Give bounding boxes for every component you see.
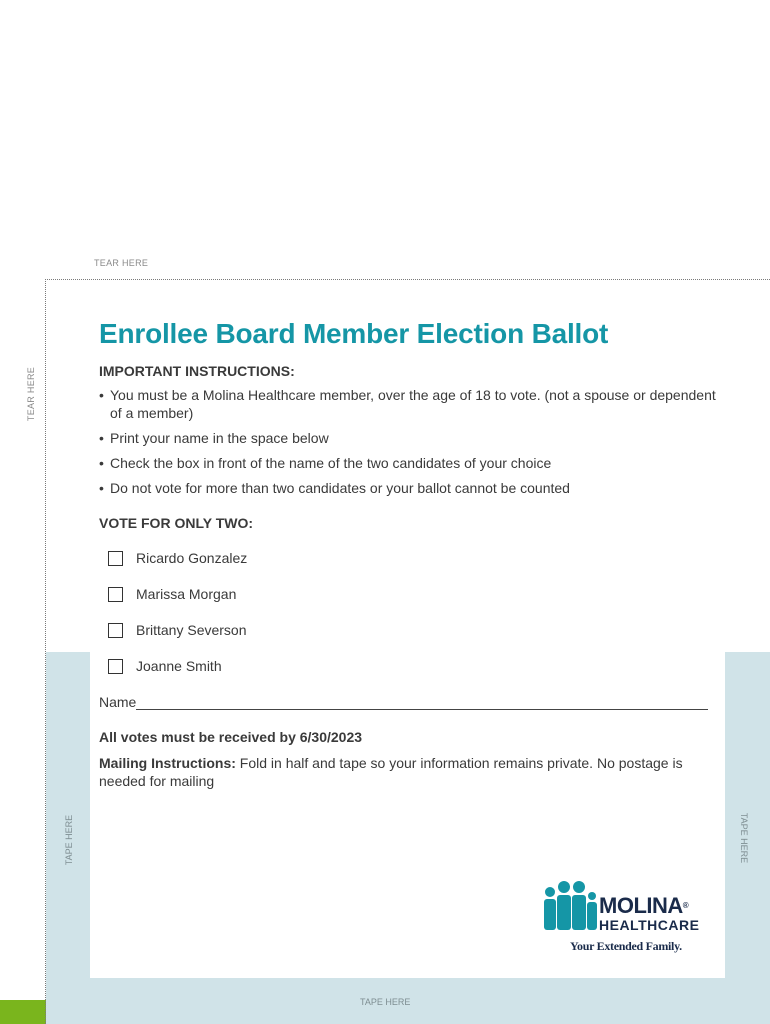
mailing-label: Mailing Instructions: (99, 755, 236, 771)
green-corner-accent (0, 1000, 46, 1024)
candidate-option-joanne-smith[interactable] (108, 656, 222, 676)
instruction-item: • Check the box in front of the name of the two candidates of your choice (99, 454, 719, 472)
logo-tagline: Your Extended Family. (570, 939, 682, 953)
candidate-option-ricardo-gonzalez[interactable] (108, 548, 247, 568)
name-label: Name (99, 694, 137, 710)
candidate-option-brittany-severson[interactable] (108, 620, 247, 640)
candidate-name: Brittany Severson (136, 622, 247, 638)
tear-here-label-top: TEAR HERE (94, 258, 149, 268)
candidate-option-marissa-morgan[interactable] (108, 584, 236, 604)
instruction-item: • Do not vote for more than two candidates or your ballot cannot be counted (99, 479, 719, 497)
instruction-item: • Print your name in the space below (99, 429, 719, 447)
candidate-name: Ricardo Gonzalez (136, 550, 248, 566)
candidate-checkbox[interactable] (108, 551, 123, 566)
name-write-line[interactable] (136, 695, 708, 710)
logo-registered-mark: ® (682, 901, 689, 910)
candidate-checkbox[interactable] (108, 587, 123, 602)
logo-subtitle: HEALTHCARE (599, 917, 700, 933)
instructions-heading: IMPORTANT INSTRUCTIONS: (99, 363, 295, 379)
name-field[interactable] (99, 694, 708, 710)
instruction-item: • You must be a Molina Healthcare member, over the age of 18 to vote. (not a spouse or dependent of a member) (99, 386, 719, 422)
tape-here-label-right: TAPE HERE (739, 812, 749, 864)
tape-here-label-left: TAPE HERE (64, 814, 74, 866)
vote-heading: VOTE FOR ONLY TWO: (99, 515, 254, 531)
deadline-notice: All votes must be received by 6/30/2023 (99, 729, 363, 745)
tear-line-horizontal (45, 279, 770, 280)
logo-wordmark (599, 895, 699, 932)
family-figures-icon (541, 879, 599, 931)
tape-here-label-bottom: TAPE HERE (360, 997, 411, 1007)
instructions-list (99, 386, 719, 504)
candidate-name: Joanne Smith (136, 658, 222, 674)
ballot-title: Enrollee Board Member Election Ballot (99, 318, 609, 349)
candidate-checkbox[interactable] (108, 659, 123, 674)
tear-line-vertical (45, 279, 46, 1024)
molina-healthcare-logo (541, 879, 711, 959)
tear-here-label-side: TEAR HERE (26, 366, 36, 422)
logo-name: MOLINA (599, 893, 683, 918)
mailing-instructions (99, 754, 699, 790)
mailing-text: Fold in half and tape so your information remains private. No postage is needed for mailing (99, 755, 683, 789)
candidate-name: Marissa Morgan (136, 586, 237, 602)
candidate-checkbox[interactable] (108, 623, 123, 638)
